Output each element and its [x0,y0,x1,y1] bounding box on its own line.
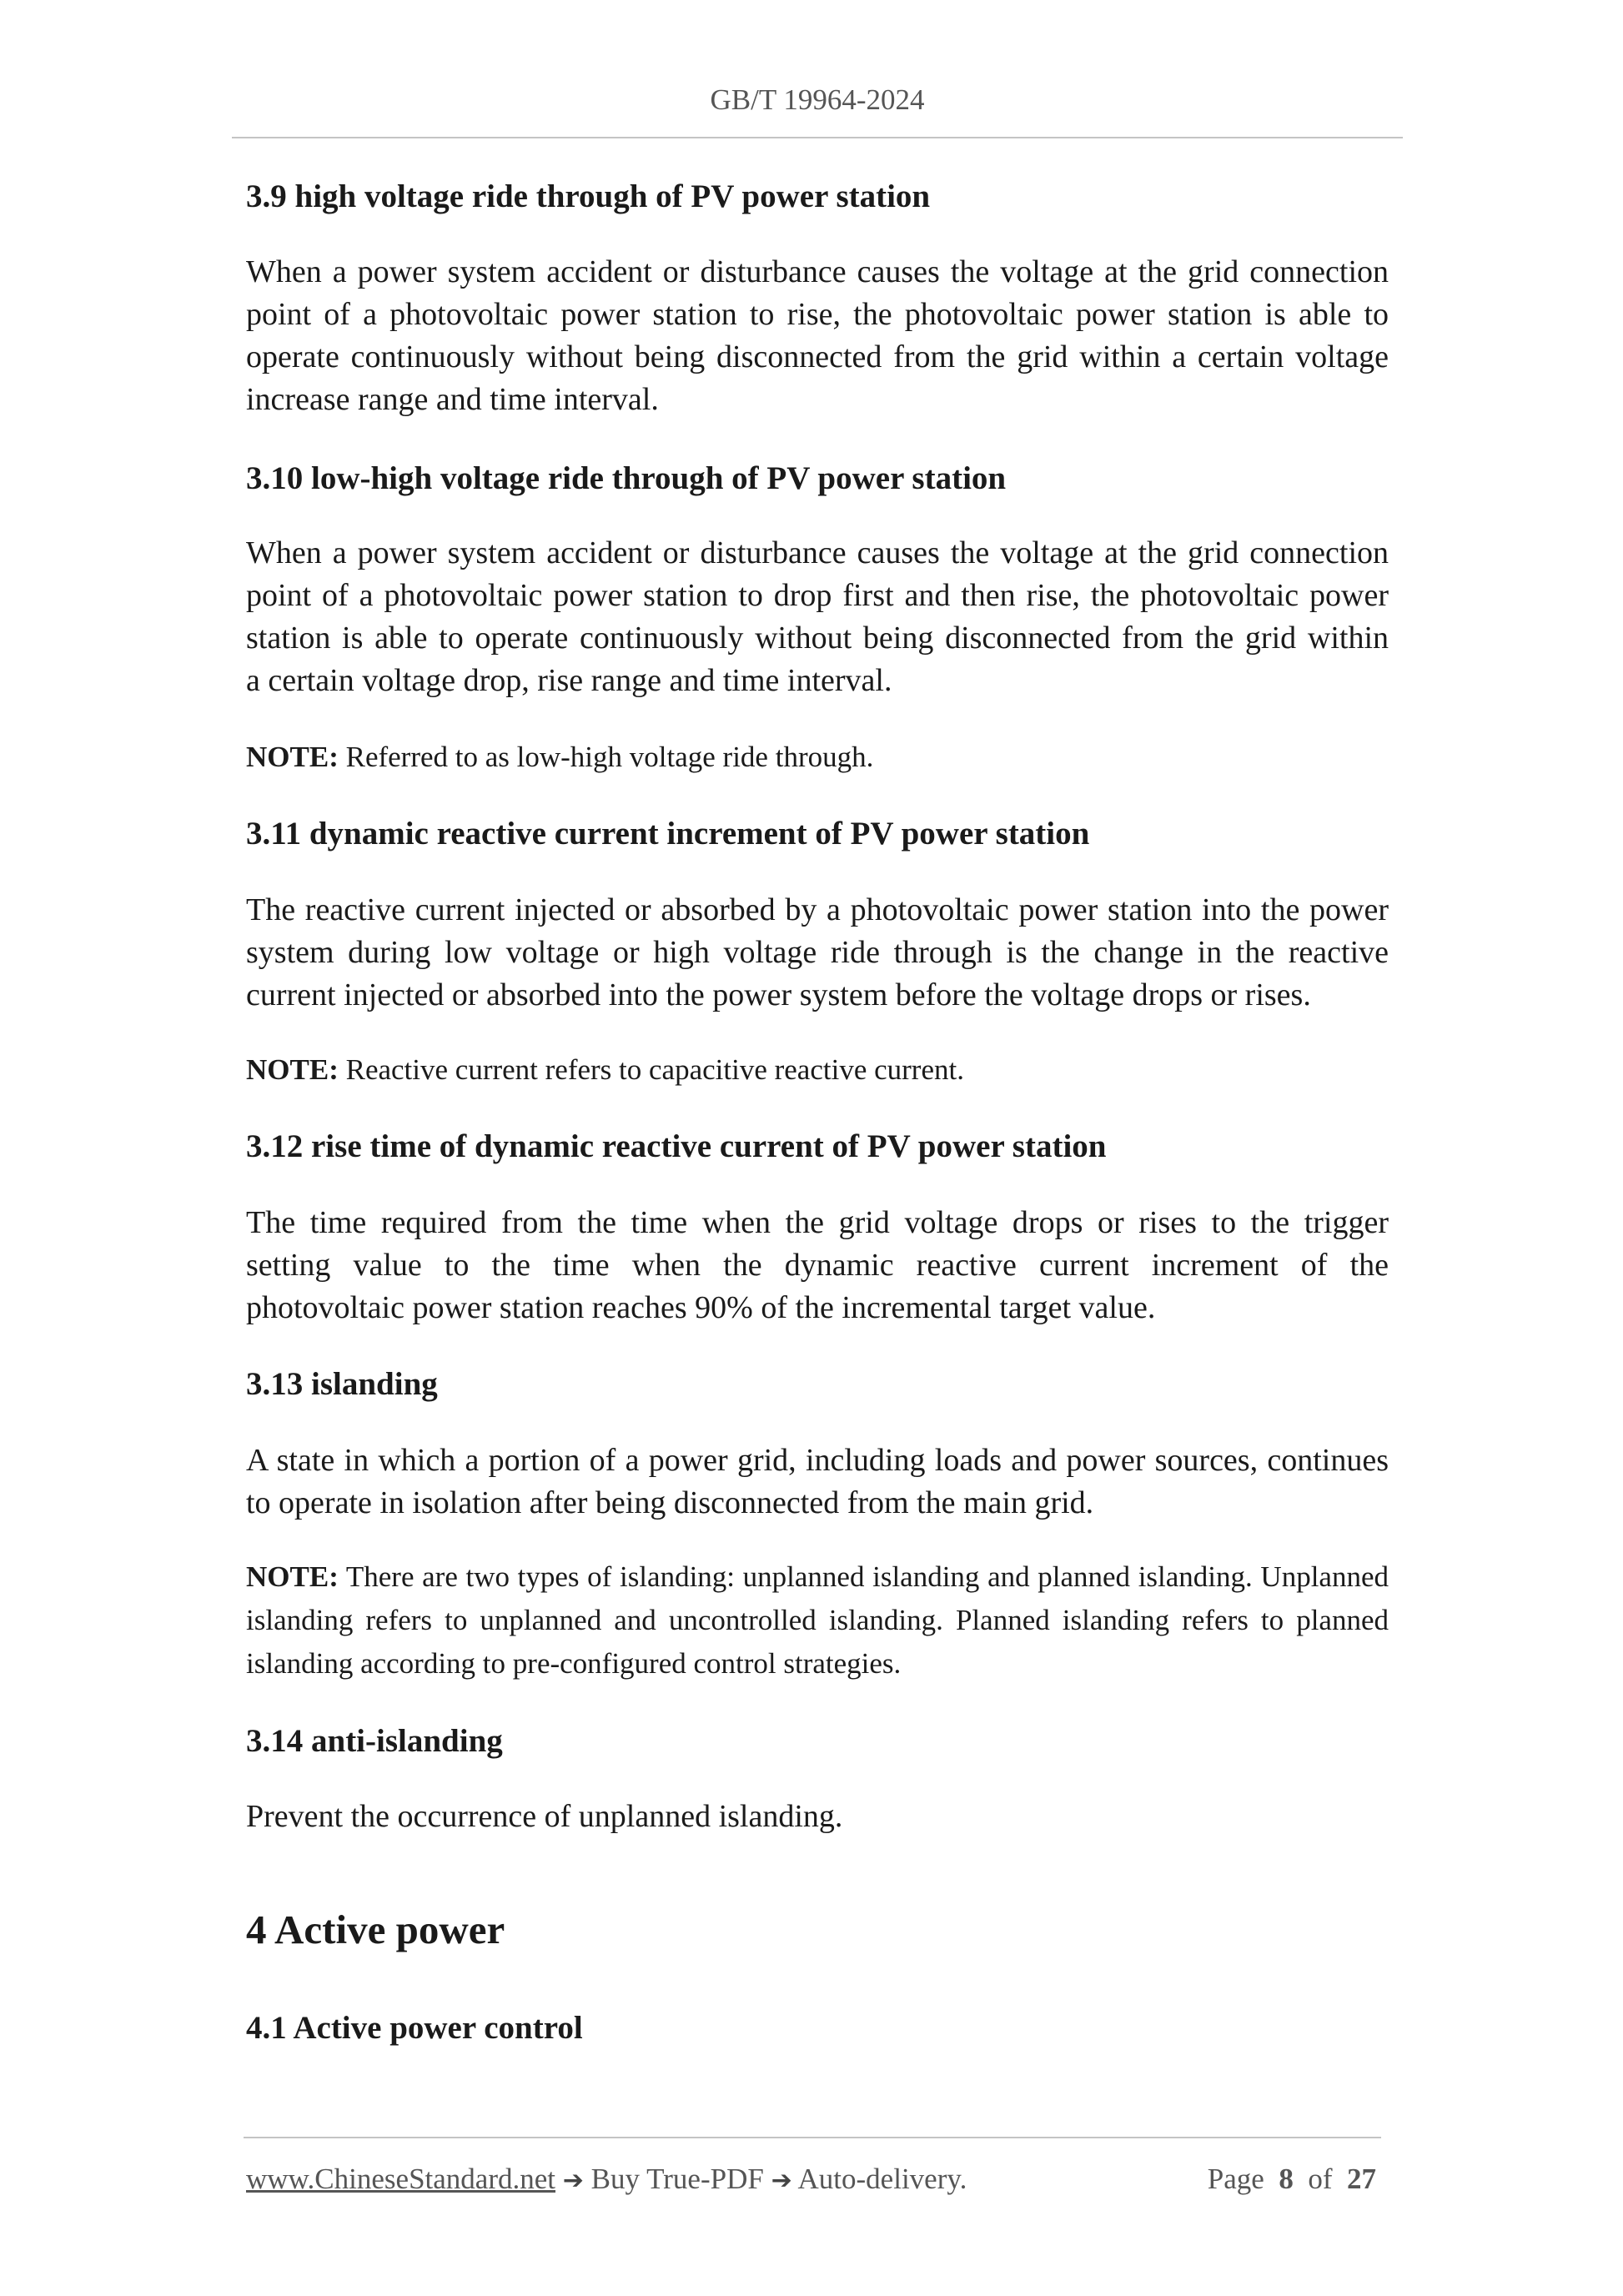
clause-4-1-heading: 4.1 Active power control [246,2010,583,2046]
clause-3-14-paragraph [246,1796,1389,1838]
paragraph-line: photovoltaic power station reaches 90% of the incremental target value. [246,1290,1156,1325]
paragraph-line: increase range and time interval. [246,382,659,417]
paragraph-line: point of a photovoltaic power station to rise, the photovoltaic power station is able to [246,297,1389,332]
paragraph-line: A state in which a portion of a power grid, including loads and power sources, continues [246,1443,1389,1478]
page-of-label: of [1308,2163,1333,2195]
paragraph-line: station is able to operate continuously without being disconnected from the grid within [246,620,1389,656]
arrow-right-icon: ➔ [562,2166,584,2195]
note-label: NOTE: [246,1560,339,1593]
clause-3-13-note [246,1555,1389,1686]
clause-3-12-paragraph [246,1202,1389,1329]
footer-site-link[interactable]: www.ChineseStandard.net [246,2163,555,2195]
note-text: Reactive current refers to capacitive reactive current. [345,1053,964,1086]
clause-3-11-heading: 3.11 dynamic reactive current increment of PV power station [246,816,1090,852]
paragraph-line: to operate in isolation after being disconnected from the main grid. [246,1485,1094,1520]
arrow-right-icon: ➔ [771,2166,792,2195]
paragraph-line: When a power system accident or disturbance causes the voltage at the grid connection [246,254,1389,289]
page-indicator [1208,2158,1376,2200]
page-label: Page [1207,2163,1264,2195]
paragraph-line: point of a photovoltaic power station to drop first and then rise, the photovoltaic power [246,578,1389,613]
clause-3-10-paragraph [246,532,1389,702]
note-line: islanding refers to unplanned and uncontrolled islanding. Planned islanding refers to planned [246,1604,1389,1636]
note-line [246,1555,1389,1599]
clause-3-13-paragraph [246,1439,1389,1525]
footer-buy-text: Buy True-PDF [590,2163,764,2195]
note-line: islanding according to pre-configured control strategies. [246,1647,902,1680]
footer-promo [246,2158,967,2202]
clause-3-11-paragraph [246,889,1389,1017]
clause-3-10-note [246,736,1389,778]
footer-delivery-text: Auto-delivery. [797,2163,967,2195]
paragraph-line: current injected or absorbed into the power system before the voltage drops or rises. [246,977,1311,1012]
paragraph-line: system during low voltage or high voltage ride through is the change in the reactive [246,935,1389,970]
paragraph-line: operate continuously without being disconnected from the grid within a certain voltage [246,339,1389,374]
clause-3-10-heading: 3.10 low-high voltage ride through of PV power station [246,460,1007,496]
paragraph-line: When a power system accident or disturbance causes the voltage at the grid connection [246,535,1389,570]
note-line [246,736,1389,778]
paragraph-line: Prevent the occurrence of unplanned islanding. [246,1799,843,1834]
header-rule [232,137,1403,138]
note-label: NOTE: [246,1053,339,1086]
clause-3-12-heading: 3.12 rise time of dynamic reactive current of PV power station [246,1128,1107,1164]
note-text: Referred to as low-high voltage ride through. [345,741,874,773]
paragraph-line: The reactive current injected or absorbed by a photovoltaic power station into the power [246,892,1389,927]
clause-3-14-heading: 3.14 anti-islanding [246,1723,503,1759]
footer-rule [244,2137,1381,2138]
note-label: NOTE: [246,741,339,773]
clause-3-11-note [246,1048,1389,1091]
document-code-header: GB/T 19964-2024 [710,83,925,116]
clause-3-13-heading: 3.13 islanding [246,1366,438,1402]
paragraph-line: The time required from the time when the grid voltage drops or rises to the trigger [246,1205,1389,1240]
section-4-heading: 4 Active power [246,1907,505,1952]
paragraph-line: setting value to the time when the dynamic reactive current increment of the [246,1248,1389,1283]
page-total: 27 [1347,2163,1376,2195]
paragraph-line: a certain voltage drop, rise range and time interval. [246,663,892,698]
note-line [246,1048,1389,1091]
page-current: 8 [1279,2163,1294,2195]
note-text: There are two types of islanding: unplanned islanding and planned islanding. Unplanned [345,1560,1389,1593]
clause-3-9-paragraph [246,251,1389,421]
clause-3-9-heading: 3.9 high voltage ride through of PV power station [246,178,931,214]
